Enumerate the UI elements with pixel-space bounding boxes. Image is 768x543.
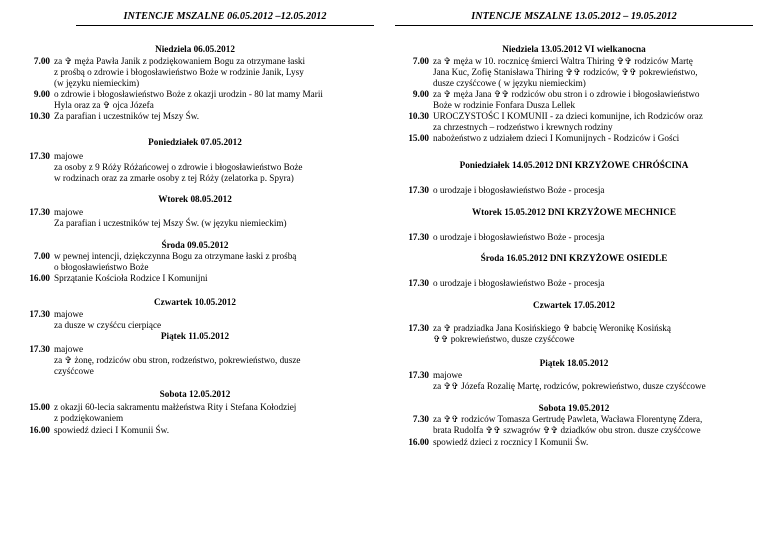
mass-time: 17.30 [408, 323, 429, 333]
day-title: Niedziela 13.05.2012 VI wielkanocna [502, 44, 646, 54]
mass-time: 16.00 [29, 273, 50, 283]
intention-line: dusze czyśćcowe ( w języku niemieckim) [433, 78, 586, 88]
mass-time: 7.00 [412, 56, 429, 66]
intention-line: majowe [433, 370, 463, 380]
mass-intention [433, 185, 753, 196]
intention-line: majowe [54, 207, 84, 217]
day-title: Piątek 11.05.2012 [160, 331, 230, 341]
intention-line: za ✞ żonę, rodziców obu stron, rodzeństwo, pokrewieństwo, dusze [54, 355, 301, 365]
mass-time: 17.30 [408, 278, 429, 288]
mass-time: 9.00 [412, 89, 429, 99]
intention-line: Za parafian i uczestników tej Mszy Św. [54, 111, 200, 121]
intention-line: za dusze w czyśćcu cierpiące [54, 320, 162, 330]
mass-intention [433, 278, 753, 289]
intention-line: o urodzaje i błogosławieństwo Boże - procesja [433, 278, 605, 288]
intention-line: w pewnej intencji, dziękczynna Bogu za otrzymane łaski z prośbą [54, 251, 297, 261]
mass-intention [433, 111, 753, 133]
day-title: Piątek 18.05.2012 [539, 358, 609, 368]
intention-line: czyśćcowe [54, 366, 94, 376]
mass-time: 17.30 [29, 344, 50, 354]
mass-time: 16.00 [29, 425, 50, 435]
intention-line: za ✞ męża w 10. rocznicę śmierci Waltra Thiring ✞✞ rodziców Martę [433, 56, 693, 66]
intention-line: spowiedź dzieci I Komunii Św. [54, 425, 169, 435]
day-title: Wtorek 08.05.2012 [158, 194, 232, 204]
intention-line: Boże w rodzinie Fonfara Dusza Lellek [433, 100, 576, 110]
mass-intention [54, 207, 374, 229]
day-title: Czwartek 10.05.2012 [154, 297, 236, 307]
mass-intention [433, 323, 753, 345]
intention-line: za ✞ męża Jana ✞✞ rodziców obu stron i o zdrowie i błogosławieństwo [433, 89, 700, 99]
mass-time: 10.30 [408, 111, 429, 121]
mass-time: 17.30 [408, 370, 429, 380]
intention-line: nabożeństwo z udziałem dzieci I Komunijnych - Rodziców i Gości [433, 133, 680, 143]
day-title: Poniedziałek 07.05.2012 [148, 137, 242, 147]
mass-intention [54, 425, 374, 436]
left-header: INTENCJE MSZALNE 06.05.2012 –12.05.2012 [76, 11, 374, 26]
intention-line: za osoby z 9 Róży Różańcowej o zdrowie i błogosławieństwo Boże [54, 162, 303, 172]
mass-intention [54, 344, 374, 377]
day-title: Sobota 12.05.2012 [159, 389, 231, 399]
mass-intention [54, 151, 374, 184]
day-title: Poniedziałek 14.05.2012 DNI KRZYŻOWE CHRÓŚCINA [459, 160, 689, 170]
mass-intention [433, 414, 753, 436]
intention-line: (w języku niemieckim) [54, 78, 140, 88]
mass-intention [54, 251, 374, 273]
intention-line: z podziękowaniem [54, 413, 124, 423]
mass-time: 7.00 [33, 251, 50, 261]
intention-line: majowe [54, 151, 84, 161]
intention-line: za ✞ pradziadka Jana Kosińskiego ✞ babcię Weronikę Kosińską [433, 323, 671, 333]
day-title: Sobota 19.05.2012 [538, 403, 610, 413]
mass-intention [433, 232, 753, 243]
mass-time: 7.00 [33, 56, 50, 66]
mass-time: 10.30 [29, 111, 50, 121]
mass-time: 17.30 [29, 151, 50, 161]
mass-time: 17.30 [408, 185, 429, 195]
mass-time: 17.30 [408, 232, 429, 242]
intention-line: za ✞✞ rodziców Tomasza Gertrudę Pawleta, Wacława Florentynę Zdera, [433, 414, 703, 424]
intention-line: o błogosławieństwo Boże [54, 262, 149, 272]
intention-line: Za parafian i uczestników tej Mszy Św. (w języku niemieckim) [54, 218, 287, 228]
day-title: Niedziela 06.05.2012 [155, 44, 235, 54]
mass-intention [433, 370, 753, 392]
mass-time: 17.30 [29, 207, 50, 217]
intention-line: o zdrowie i błogosławieństwo Boże z okazji urodzin - 80 lat mamy Marii [54, 89, 323, 99]
mass-intention [54, 309, 374, 331]
mass-time: 15.00 [408, 133, 429, 143]
day-title: Czwartek 17.05.2012 [533, 300, 615, 310]
intention-line: brata Rudolfa ✞✞ szwagrów ✞✞ dziadków obu stron. dusze czyśćcowe [433, 425, 701, 435]
intention-line: ✞✞ pokrewieństwo, dusze czyśćcowe [433, 334, 575, 344]
intention-line: spowiedź dzieci z rocznicy I Komunii Św. [433, 437, 589, 447]
mass-intention [54, 111, 374, 122]
right-header: INTENCJE MSZALNE 13.05.2012 – 19.05.2012 [395, 11, 753, 26]
mass-intention [433, 89, 753, 111]
mass-intention [54, 56, 374, 89]
intention-line: za chrzestnych – rodzeństwo i krewnych rodziny [433, 122, 613, 132]
mass-intention [433, 133, 753, 144]
day-title: Środa 09.05.2012 [161, 240, 229, 250]
intention-line: za ✞ męża Pawła Janik z podziękowaniem Bogu za otrzymane łaski [54, 56, 306, 66]
mass-time: 16.00 [408, 437, 429, 447]
intention-line: o urodzaje i błogosławieństwo Boże - procesja [433, 185, 605, 195]
mass-intention [54, 273, 374, 284]
intention-line: z prośbą o zdrowie i błogosławieństwo Boże w rodzinie Janik, Lysy [54, 67, 304, 77]
intention-line: Sprzątanie Kościoła Rodzice I Komunijni [54, 273, 208, 283]
intention-line: za ✞✞ Józefa Rozalię Martę, rodziców, pokrewieństwo, dusze czyśćcowe [433, 381, 706, 391]
mass-intention [54, 89, 374, 111]
mass-intention [433, 437, 753, 448]
intention-line: z okazji 60-lecia sakramentu małżeństwa Rity i Stefana Kołodziej [54, 402, 297, 412]
intention-line: UROCZYSTOŚC I KOMUNII - za dzieci komunijne, ich Rodziców oraz [433, 111, 703, 121]
mass-time: 7.30 [412, 414, 429, 424]
mass-time: 9.00 [33, 89, 50, 99]
mass-time: 15.00 [29, 402, 50, 412]
intention-line: w rodzinach oraz za zmarłe osoby z tej Róży (zelatorka p. Spyra) [54, 173, 294, 183]
mass-intention [54, 402, 374, 424]
intention-line: majowe [54, 309, 84, 319]
mass-intention [433, 56, 753, 89]
day-title: Środa 16.05.2012 DNI KRZYŻOWE OSIEDLE [480, 253, 668, 263]
intention-line: o urodzaje i błogosławieństwo Boże - procesja [433, 232, 605, 242]
intention-line: Hyla oraz za ✞ ojca Józefa [54, 100, 154, 110]
day-title: Wtorek 15.05.2012 DNI KRZYŻOWE MECHNICE [471, 207, 676, 217]
intention-line: majowe [54, 344, 84, 354]
intention-line: Jana Kuc, Zofię Stanisława Thiring ✞✞ rodziców, ✞✞ pokrewieństwo, [433, 67, 698, 77]
mass-time: 17.30 [29, 309, 50, 319]
